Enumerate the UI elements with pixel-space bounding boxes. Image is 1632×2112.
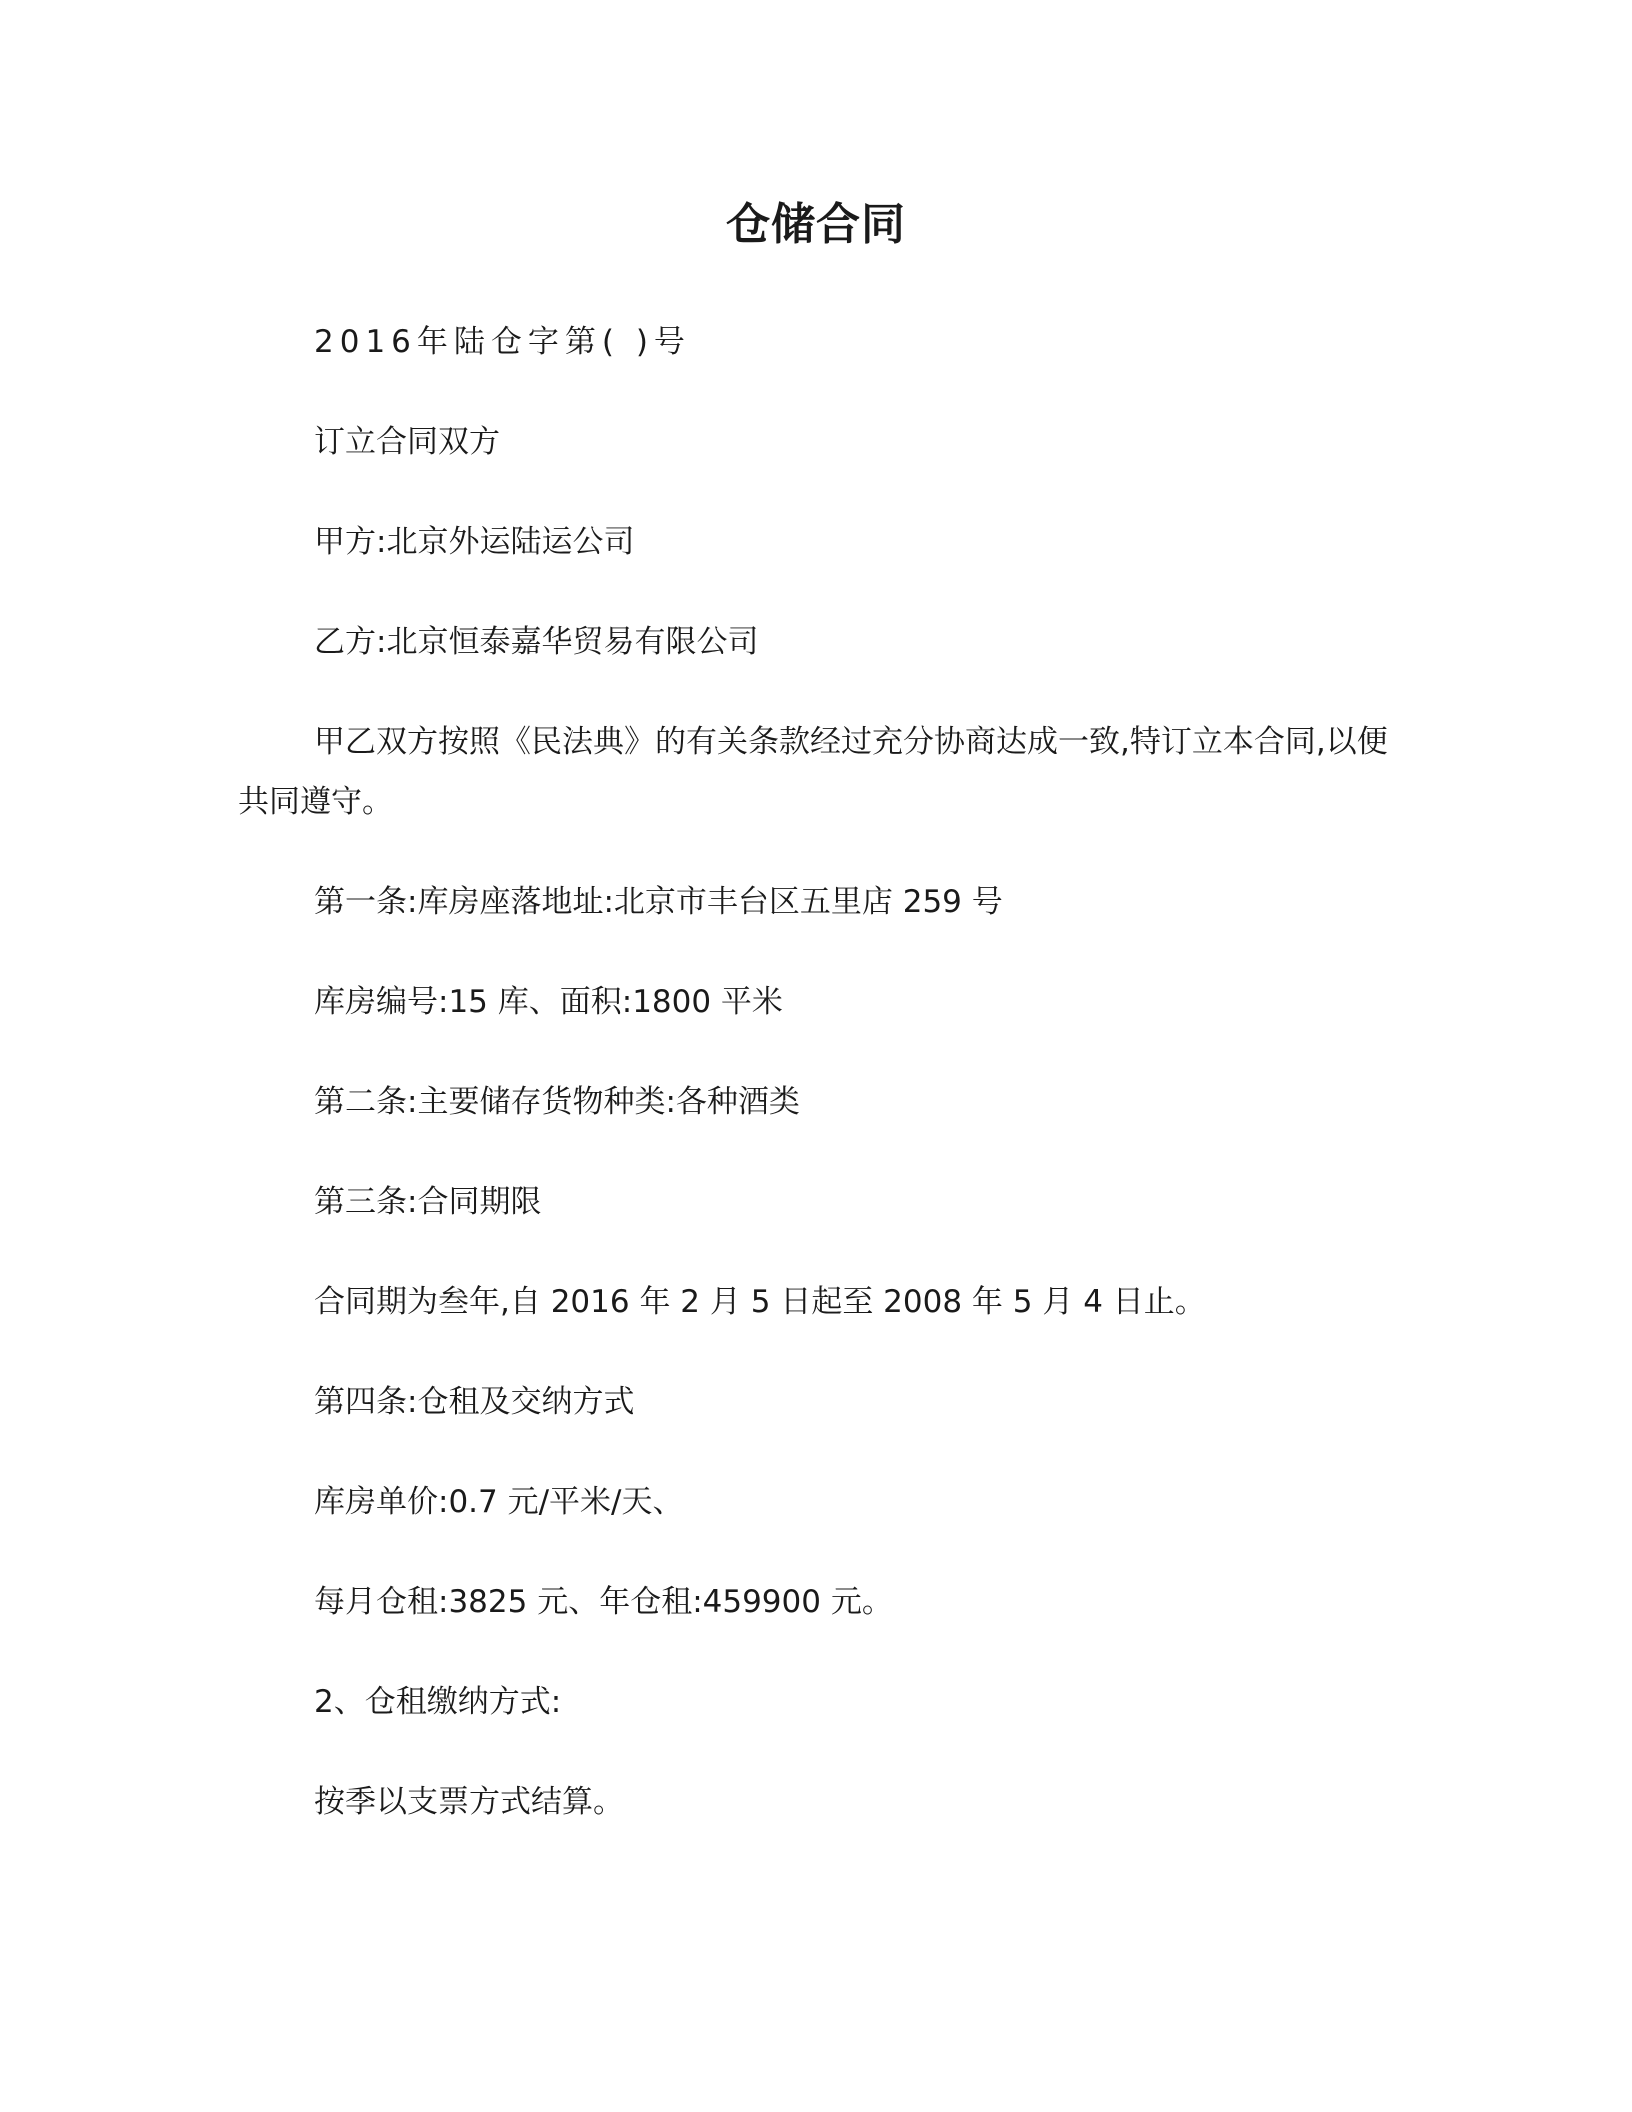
preamble-paragraph: 甲乙双方按照《民法典》的有关条款经过充分协商达成一致,特订立本合同,以便共同遵守。 [238, 724, 1388, 820]
party-b: 乙方:北京恒泰嘉华贸易有限公司 [314, 624, 759, 660]
article-4: 第四条:仓租及交纳方式 [314, 1384, 635, 1420]
payment-method: 按季以支票方式结算。 [314, 1784, 624, 1820]
contract-term: 合同期为叁年,自 2016 年 2 月 5 日起至 2008 年 5 月 4 日止。 [314, 1284, 1206, 1320]
parties-heading: 订立合同双方 [314, 424, 500, 460]
article-1: 第一条:库房座落地址:北京市丰台区五里店 259 号 [314, 884, 1003, 920]
article-3: 第三条:合同期限 [314, 1184, 542, 1220]
payment-method-heading: 2、仓租缴纳方式: [314, 1684, 562, 1720]
unit-price: 库房单价:0.7 元/平米/天、 [314, 1484, 684, 1520]
party-a: 甲方:北京外运陆运公司 [314, 524, 635, 560]
article-2: 第二条:主要储存货物种类:各种酒类 [314, 1084, 800, 1120]
warehouse-info: 库房编号:15 库、面积:1800 平米 [314, 984, 783, 1020]
contract-number: 2016年陆仓字第( )号 [314, 324, 691, 360]
rent-amounts: 每月仓租:3825 元、年仓租:459900 元。 [314, 1584, 893, 1620]
document-title: 仓储合同 [726, 199, 906, 250]
